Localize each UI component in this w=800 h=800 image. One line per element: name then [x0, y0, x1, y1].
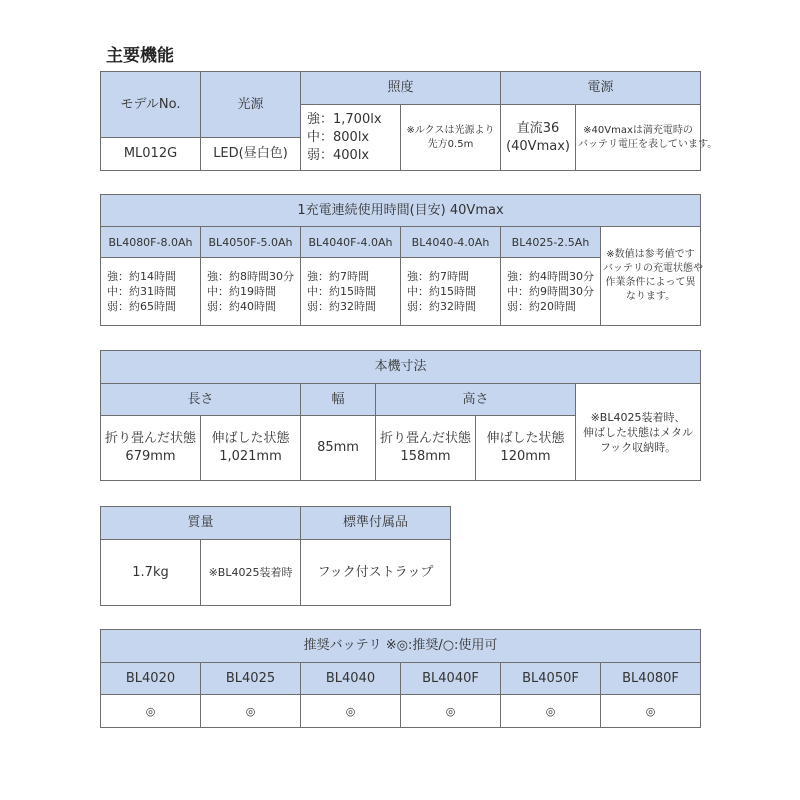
height-extended-value: 120mm [500, 449, 551, 464]
light-source-header: 光源 [201, 72, 301, 138]
length-folded [101, 416, 201, 481]
dimensions-note [576, 384, 701, 481]
runtime-note-line: バッテリの充電状態や [603, 263, 703, 274]
lux-note-line: 先方0.5m [427, 138, 474, 150]
length-extended [201, 416, 301, 481]
dimensions-note-line: 伸ばした状態はメタル [583, 425, 693, 439]
recommended-battery-table [100, 629, 701, 728]
runtime-line: 強：約8時間30分 [207, 270, 294, 283]
recommended-battery-name: BL4050F [501, 663, 601, 695]
recommended-mark: ◎ [201, 695, 301, 728]
model-value: ML012G [101, 138, 201, 171]
recommended-battery-name: BL4080F [601, 663, 701, 695]
mass-table [100, 506, 451, 606]
page-title: 主要機能 [106, 46, 174, 66]
recommended-title: 推奨バッテリ ※◎:推奨/○:使用可 [101, 630, 701, 663]
lux-note-line: ※ルクスは光源より [406, 124, 495, 136]
height-folded-value: 158mm [400, 449, 451, 464]
runtime-cell [201, 258, 301, 326]
runtime-battery-header: BL4080F-8.0Ah [101, 227, 201, 258]
dimensions-note-line: ※BL4025装着時、 [590, 410, 686, 424]
power-note [576, 105, 718, 171]
runtime-battery-header: BL4050F-5.0Ah [201, 227, 301, 258]
model-header: モデルNo. [101, 72, 201, 138]
length-header: 長さ [101, 384, 301, 416]
runtime-cell [101, 258, 201, 326]
recommended-battery-name: BL4025 [201, 663, 301, 695]
length-folded-value: 679mm [125, 449, 176, 464]
width-header: 幅 [301, 384, 376, 416]
mass-header: 質量 [101, 507, 301, 540]
runtime-line: 弱：約65時間 [107, 300, 176, 313]
runtime-line: 強：約14時間 [107, 270, 176, 283]
runtime-line: 弱：約32時間 [307, 300, 376, 313]
runtime-line: 中：約15時間 [307, 285, 376, 298]
power-value-line: (40Vmax) [506, 138, 570, 154]
power-value-line: 直流36 [516, 120, 560, 136]
runtime-table [100, 194, 701, 326]
runtime-cell [501, 258, 601, 326]
illuminance-note [401, 105, 501, 171]
dimensions-title: 本機寸法 [101, 351, 701, 384]
height-header: 高さ [376, 384, 576, 416]
extended-label: 伸ばした状態 [211, 431, 290, 446]
power-note-line: ※40Vmaxは満充電時の [583, 124, 693, 136]
accessory-value: フック付ストラップ [301, 540, 451, 606]
runtime-title: 1充電連続使用時間(目安) 40Vmax [101, 195, 701, 227]
height-extended [476, 416, 576, 481]
width-value: 85mm [301, 416, 376, 481]
mass-note: ※BL4025装着時 [201, 540, 301, 606]
recommended-mark: ◎ [301, 695, 401, 728]
mass-value: 1.7kg [101, 540, 201, 606]
runtime-line: 弱：約20時間 [507, 300, 576, 313]
illuminance-values [301, 105, 401, 171]
length-extended-value: 1,021mm [219, 449, 282, 464]
runtime-line: 弱：約32時間 [407, 300, 476, 313]
runtime-line: 強：約7時間 [307, 270, 369, 283]
runtime-line: 強：約4時間30分 [507, 270, 594, 283]
power-header: 電源 [501, 72, 701, 105]
runtime-battery-header: BL4040F-4.0Ah [301, 227, 401, 258]
folded-label: 折り畳んだ状態 [379, 431, 471, 446]
dimensions-note-line: フック収納時。 [599, 440, 677, 454]
runtime-note [601, 227, 701, 326]
lux-low: 弱：400lx [307, 147, 370, 163]
runtime-cell [401, 258, 501, 326]
runtime-line: 中：約9時間30分 [507, 285, 594, 298]
folded-label: 折り畳んだ状態 [104, 431, 196, 446]
runtime-battery-header: BL4025-2.5Ah [501, 227, 601, 258]
lux-medium: 中：800lx [307, 129, 370, 145]
extended-label: 伸ばした状態 [486, 431, 565, 446]
runtime-note-line: なります。 [625, 291, 676, 302]
runtime-line: 中：約31時間 [107, 285, 176, 298]
power-value [501, 105, 576, 171]
light-source-value: LED(昼白色) [201, 138, 301, 171]
runtime-note-line: ※数値は参考値です [606, 249, 695, 260]
runtime-note-line: 作業条件によって異 [605, 277, 696, 288]
runtime-line: 中：約15時間 [407, 285, 476, 298]
recommended-battery-name: BL4040 [301, 663, 401, 695]
recommended-mark: ◎ [601, 695, 701, 728]
height-folded [376, 416, 476, 481]
runtime-line: 弱：約40時間 [207, 300, 276, 313]
recommended-mark: ◎ [401, 695, 501, 728]
recommended-mark: ◎ [101, 695, 201, 728]
lux-high: 強：1,700lx [307, 111, 382, 127]
dimensions-table [100, 350, 701, 481]
recommended-battery-name: BL4040F [401, 663, 501, 695]
runtime-cell [301, 258, 401, 326]
runtime-battery-header: BL4040-4.0Ah [401, 227, 501, 258]
runtime-line: 強：約7時間 [407, 270, 469, 283]
accessory-header: 標準付属品 [301, 507, 451, 540]
recommended-mark: ◎ [501, 695, 601, 728]
runtime-line: 中：約19時間 [207, 285, 276, 298]
power-note-line: バッテリ電圧を表しています。 [578, 138, 718, 150]
recommended-battery-name: BL4020 [101, 663, 201, 695]
spec-table [100, 71, 718, 171]
illuminance-header: 照度 [301, 72, 501, 105]
